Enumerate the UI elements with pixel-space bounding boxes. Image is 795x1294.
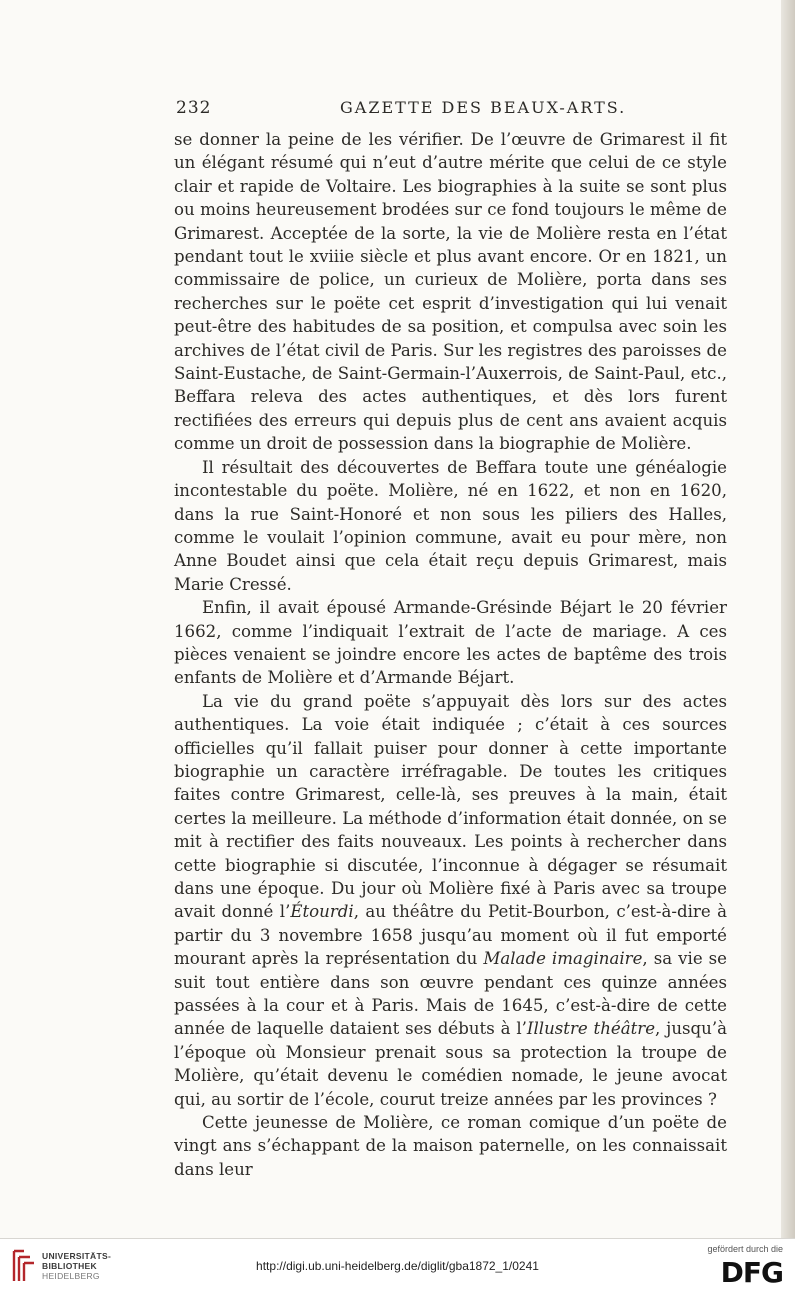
page-header: [176, 98, 721, 120]
italic-title: Illustre théâtre: [526, 1019, 656, 1039]
italic-title: Étourdi: [290, 902, 354, 922]
dfg-logo: DFG: [720, 1256, 783, 1289]
institution-line: BIBLIOTHEK: [42, 1261, 97, 1271]
text-run: Cette jeunesse de Molière, ce roman comique d’un poëte de vingt ans s’échappant de la maison paternelle, on les connaissait dans leur: [174, 1113, 727, 1179]
viewer-footer: [0, 1238, 795, 1294]
funded-by-label: gefördert durch die: [707, 1244, 783, 1254]
paragraph: [174, 1111, 727, 1181]
permalink-url[interactable]: http://digi.ub.uni-heidelberg.de/diglit/gba1872_1/0241: [256, 1259, 539, 1273]
page-number: 232: [176, 98, 212, 118]
text-run: Il résultait des découvertes de Beffara toute une généalogie incontestable du poëte. Molière, né en 1622, et non en 1620, dans la rue Saint-Honoré et non sous les piliers des Halles, comme le voulait l’opinion commune, avait eu pour mère, non Anne Boudet ainsi que cela était reçu depuis Grimarest, mais Marie Cressé.: [174, 457, 727, 594]
paragraph: [174, 690, 727, 1111]
institution-line: HEIDELBERG: [42, 1271, 100, 1281]
text-run: La vie du grand poëte s’appuyait dès lors sur des actes authentiques. La voie était indiquée ; c’était à ces sources officielles qu’il fallait puiser pour donner à cette importante biographie un caractère irréfragable. De toutes les critiques faites contre Grimarest, celle-là, ses preuves à la main, était certes la meilleure. La méthode d’information était donnée, on se mit à rectifier des faits nouveaux. Les points à rechercher dans cette biographie si discutée, l’inconnue à dégager se résumait dans une époque. Du jour où Molière fixé à Paris avec sa troupe avait donné l’: [174, 691, 727, 922]
italic-title: Malade imaginaire: [483, 949, 643, 969]
scan-page-edge: [781, 0, 795, 1238]
article-body: [174, 128, 727, 1181]
text-run: se donner la peine de les vérifier. De l’œuvre de Grimarest il fit un élégant résumé qui n’eut d’autre mérite que celui de ce style clair et rapide de Voltaire. Les biographies à la suite se sont plus ou moins heureusement brodées sur ce fond toujours le même de Grimarest. Acceptée de la sorte, la vie de Molière resta en l’état pendant tout le xviiie siècle et plus avant encore. Or en 1821, un commissaire de police, un curieux de Molière, porta dans ses recherches sur le poëte cet esprit d’investigation qui lui venait peut-être des habitudes de sa position, et compulsa avec soin les archives de l’état civil de Paris. Sur les registres des paroisses de Saint-Eustache, de Saint-Germain-l’Auxerrois, de Saint-Paul, etc., Beffara releva des actes authentiques, et dès lors furent rectifiées des erreurs qui depuis plus de cent ans avaient acquis comme un droit de possession dans la biographie de Molière.: [174, 130, 727, 454]
paragraph: [174, 456, 727, 596]
text-run: Enfin, il avait épousé Armande-Grésinde Béjart le 20 février 1662, comme l’indiquait l’extrait de l’acte de mariage. A ces pièces venaient se joindre encore les actes de baptême des trois enfants de Molière et d’Armande Béjart.: [174, 598, 727, 688]
running-title: GAZETTE DES BEAUX-ARTS.: [340, 98, 627, 117]
paragraph: [174, 128, 727, 456]
text-run: , jusqu’à l’époque où Monsieur prenait sous sa protection la troupe de Molière, qu’était devenu le comédien nomade, le jeune avocat qui, au sortir de l’école, courut treize années par les provinces ?: [174, 1019, 727, 1109]
text-run: , au théâtre du Petit-Bourbon, c’est-à-dire à partir du 3 novembre 1658 jusqu’au moment où il fut emporté mourant après la représentation du: [174, 902, 727, 969]
institution-line: UNIVERSITÄTS-: [42, 1251, 112, 1261]
text-run: , sa vie se suit tout entière dans son œuvre pendant ces quinze années passées à la cour et à Paris. Mais de 1645, c’est-à-dire de cette année de laquelle dataient ses débuts à l’: [174, 949, 728, 1039]
paragraph: [174, 596, 727, 690]
